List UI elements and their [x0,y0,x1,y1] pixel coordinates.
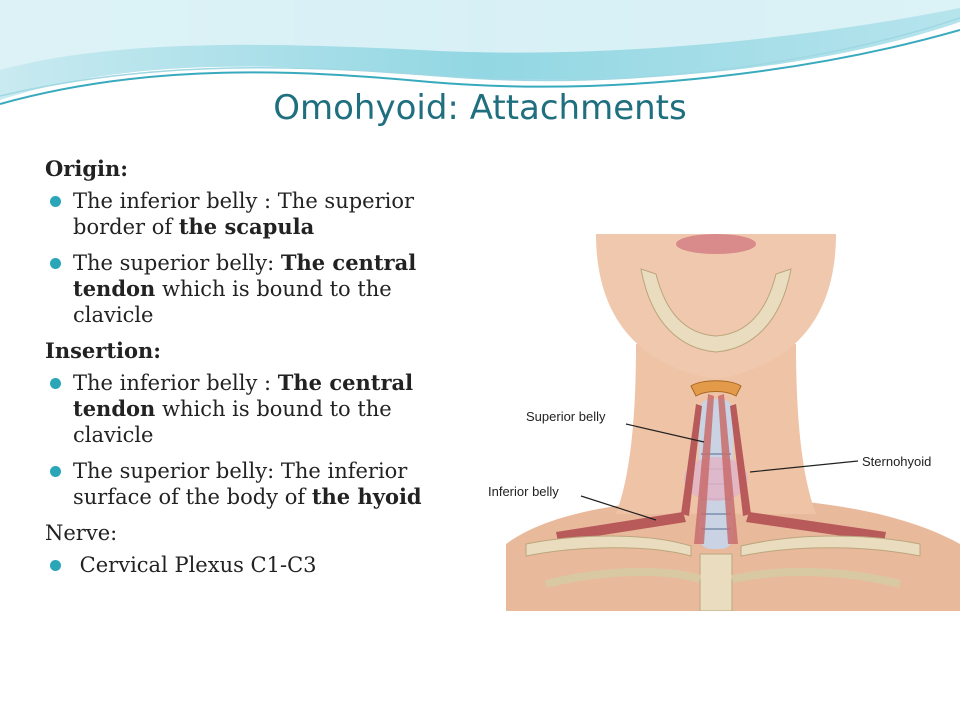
list-item: The inferior belly : The superior border of the scapula [45,188,465,240]
bullet-icon [50,560,61,571]
superior-belly-label: Superior belly [526,409,606,424]
nerve-heading: Nerve: [45,521,118,545]
neck-anatomy-illustration [486,214,960,611]
bullet-icon [50,378,61,389]
list-item: The superior belly: The inferior surface of the body of the hyoid [45,458,465,510]
sternohyoid-label: Sternohyoid [862,454,932,469]
list-item: The inferior belly : The central tendon which is bound to the clavicle [45,370,465,448]
list-item: The superior belly: The central tendon which is bound to the clavicle [45,250,465,328]
insertion-list [45,370,465,510]
inferior-belly-label: Inferior belly [488,484,559,499]
slide-title: Omohyoid: Attachments [273,88,687,128]
origin-heading: Origin: [45,156,129,181]
origin-list [45,188,465,328]
nerve-list [45,552,465,578]
bullet-icon [50,466,61,477]
bullet-icon [50,258,61,269]
bullet-icon [50,196,61,207]
insertion-heading: Insertion: [45,338,162,363]
list-item: Cervical Plexus C1-C3 [45,552,465,578]
slide-body [45,156,465,588]
